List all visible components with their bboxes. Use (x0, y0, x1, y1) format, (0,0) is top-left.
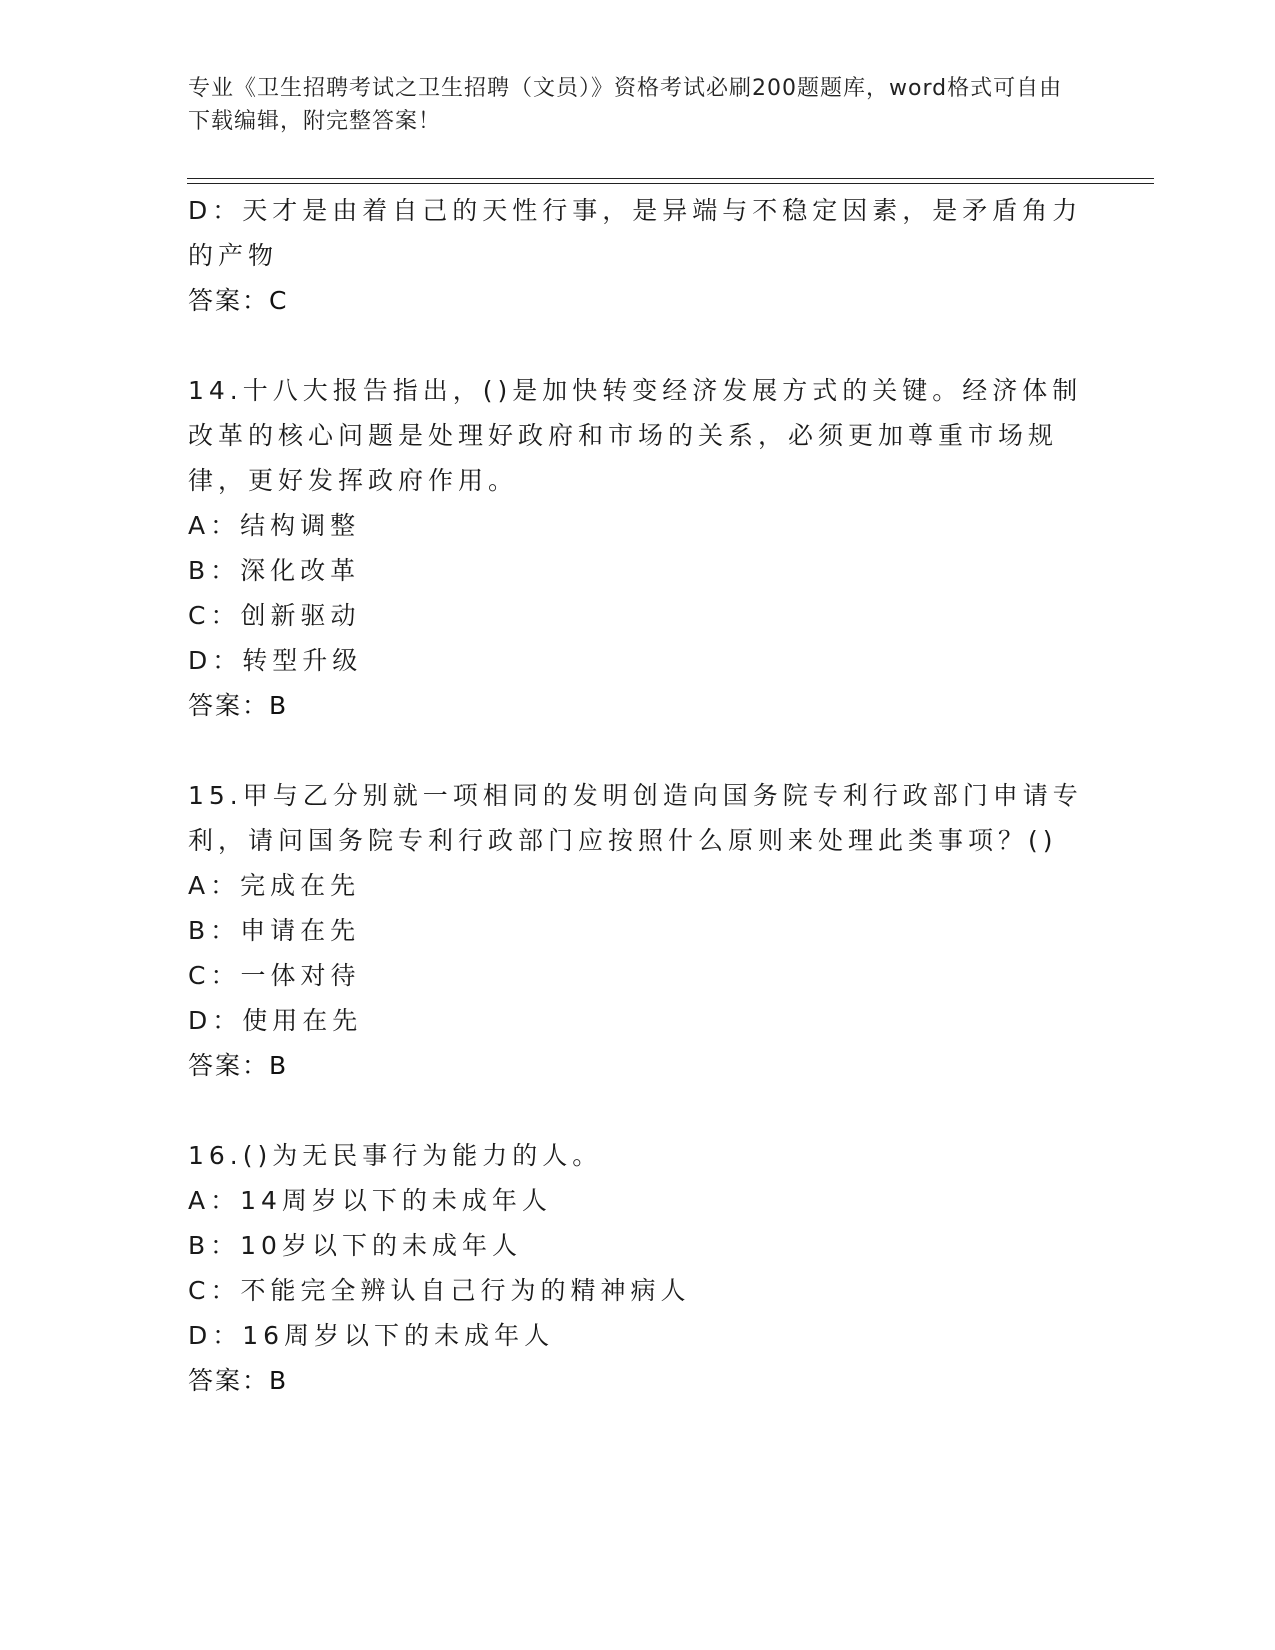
spacer (188, 323, 1088, 368)
answer-line: 答案：B (188, 691, 289, 720)
page-header: 专业《卫生招聘考试之卫生招聘（文员）》资格考试必刷200题题库，word格式可自由下载编辑，附完整答案！ (188, 76, 1063, 134)
question-stem: 15.甲与乙分别就一项相同的发明创造向国务院专利行政部门申请专利，请问国务院专利行政部门应按照什么原则来处理此类事项？() (188, 781, 1083, 855)
answer-line: 答案：B (188, 1051, 289, 1080)
question-14 (188, 368, 1088, 728)
option-a: A：结构调整 (188, 511, 361, 540)
carryover-question (188, 188, 1088, 323)
spacer (188, 728, 1088, 773)
option-c: C：一体对待 (188, 961, 361, 990)
option-b: B：10岁以下的未成年人 (188, 1231, 522, 1260)
answer-line: 答案：C (188, 286, 289, 315)
option-d: D：转型升级 (188, 646, 363, 675)
option-c: C：创新驱动 (188, 601, 361, 630)
option-d: D：天才是由着自己的天性行事，是异端与不稳定因素，是矛盾角力的产物 (188, 196, 1083, 270)
header-rule-top (187, 178, 1154, 179)
answer-line: 答案：B (188, 1366, 289, 1395)
option-a: A：完成在先 (188, 871, 361, 900)
question-15 (188, 773, 1088, 1088)
question-16 (188, 1133, 1088, 1403)
document-body (188, 188, 1088, 1403)
option-d: D：16周岁以下的未成年人 (188, 1321, 555, 1350)
question-stem: 14.十八大报告指出，()是加快转变经济发展方式的关键。经济体制改革的核心问题是处理好政府和市场的关系，必须更加尊重市场规律，更好发挥政府作用。 (188, 376, 1083, 495)
spacer (188, 1088, 1088, 1133)
question-stem: 16.()为无民事行为能力的人。 (188, 1141, 603, 1170)
header-rule-bottom (187, 183, 1154, 184)
option-d: D：使用在先 (188, 1006, 363, 1035)
option-b: B：申请在先 (188, 916, 361, 945)
option-a: A：14周岁以下的未成年人 (188, 1186, 552, 1215)
option-b: B：深化改革 (188, 556, 361, 585)
option-c: C：不能完全辨认自己行为的精神病人 (188, 1276, 691, 1305)
